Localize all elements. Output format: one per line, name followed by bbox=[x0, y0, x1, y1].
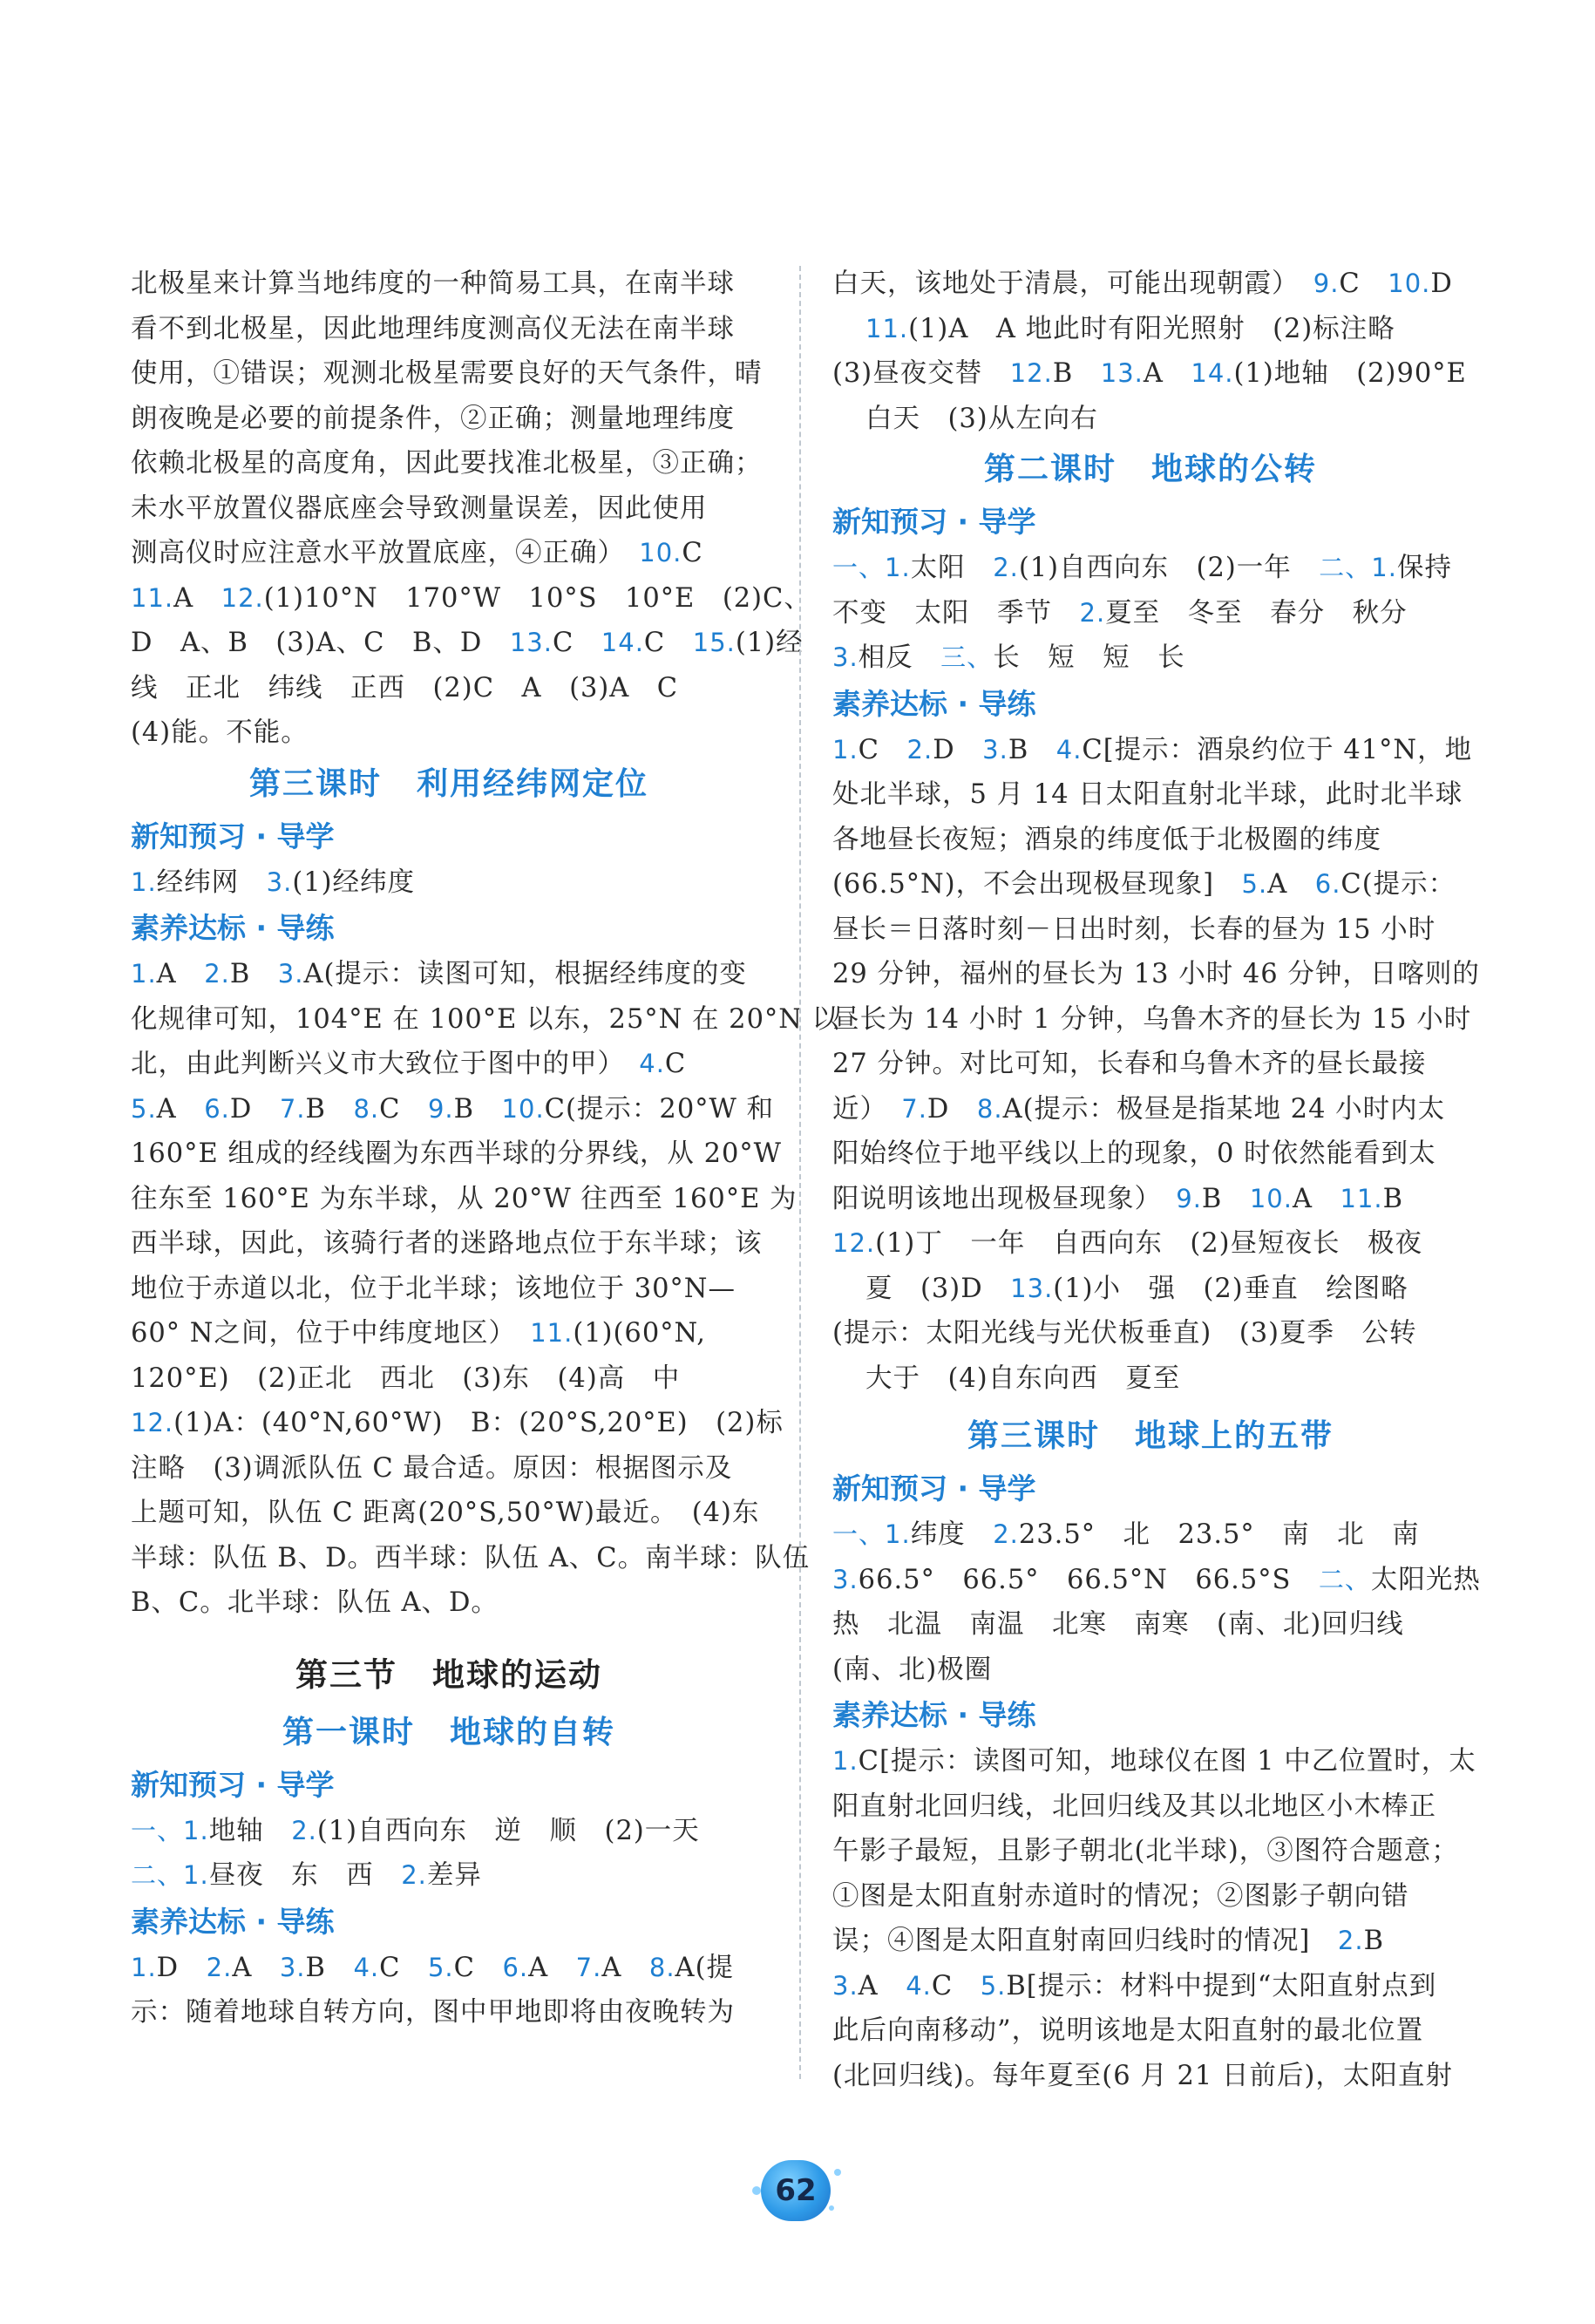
text-line: 夏 (3)D 13.(1)小 强 (2)垂直 绘图略 bbox=[865, 1273, 1408, 1304]
page-number: 62 bbox=[775, 2173, 817, 2208]
text-line bbox=[131, 621, 804, 666]
question-number: 一、 bbox=[131, 1815, 184, 1845]
text-line: 看不到北极星，因此地理纬度测高仪无法在南半球 bbox=[131, 313, 735, 344]
answer-text: (1)10°N 170°W 10°S 10°E (2)C、 bbox=[263, 582, 811, 614]
answer-text: 测高仪时应注意水平放置底座，④正确） bbox=[131, 538, 612, 568]
text-line: 半球：队伍 B、D。西半球：队伍 A、C。南半球：队伍 bbox=[131, 1542, 811, 1573]
question-number: 7. bbox=[901, 1093, 927, 1124]
question-number: 3. bbox=[982, 734, 1008, 764]
text-line: 白天，该地处于清晨，可能出现朝霞） 9.C 10.D bbox=[832, 268, 1453, 299]
question-number: 2. bbox=[1337, 1926, 1364, 1955]
text-line: 注略 (3)调派队伍 C 最合适。原因：根据图示及 bbox=[131, 1452, 733, 1484]
question-number: 9. bbox=[1313, 268, 1340, 298]
sub-heading: 素养达标 · 导练 bbox=[832, 686, 1036, 721]
page-number-badge bbox=[761, 2160, 831, 2221]
question-number: 10. bbox=[1388, 268, 1431, 298]
question-number: 11. bbox=[131, 582, 174, 613]
sub-heading: 新知预习 · 导学 bbox=[832, 1471, 1036, 1505]
lesson-title: 第一课时 地球的自转 bbox=[282, 1714, 616, 1750]
question-number: 2. bbox=[1079, 597, 1106, 628]
question-number: 一、 bbox=[832, 1519, 886, 1549]
question-number: 二、 bbox=[131, 1860, 184, 1890]
text-line: 示：随着地球自转方向，图中甲地即将由夜晚转为 bbox=[131, 1997, 735, 2028]
text-line: 朗夜晚是必要的前提条件，②正确；测量地理纬度 bbox=[131, 403, 735, 434]
question-number: 1. bbox=[832, 1746, 859, 1776]
question-number: 1. bbox=[885, 1519, 911, 1549]
text-line: 3.相反 三、长 短 短 长 bbox=[832, 642, 1185, 673]
text-line: 5.A 6.D 7.B 8.C 9.B 10.C(提示：20°W 和 bbox=[131, 1093, 775, 1125]
question-number: 2. bbox=[906, 734, 933, 764]
text-line: 阳直射北回归线，北回归线及其以北地区小木棒正 bbox=[832, 1791, 1436, 1822]
answer-text: C bbox=[552, 628, 574, 658]
sub-heading: 素养达标 · 导练 bbox=[131, 1904, 335, 1939]
bubble-dot-icon bbox=[752, 2186, 761, 2195]
text-line: 线 正北 纬线 正西 (2)C A (3)A C bbox=[131, 672, 679, 703]
lesson-title: 第三课时 利用经纬网定位 bbox=[248, 765, 649, 802]
sub-heading: 素养达标 · 导练 bbox=[131, 911, 335, 945]
text-line: 3.A 4.C 5.B[提示：材料中提到“太阳直射点到 bbox=[832, 1970, 1437, 2001]
question-number: 13. bbox=[1010, 1273, 1054, 1303]
text-line: ①图是太阳直射赤道时的情况；②图影子朝向错 bbox=[832, 1880, 1409, 1912]
text-line: 二、1.昼夜 东 西 2.差异 bbox=[131, 1860, 482, 1891]
answer-text: A bbox=[173, 582, 194, 614]
text-line: 一、1.纬度 2.23.5° 北 23.5° 南 北 南 bbox=[832, 1519, 1420, 1550]
lesson-title: 第二课时 地球的公转 bbox=[983, 452, 1318, 487]
question-number: 10. bbox=[1249, 1183, 1293, 1213]
question-number: 8. bbox=[648, 1952, 675, 1982]
question-number: 4. bbox=[906, 1970, 932, 2001]
text-line: 西半球，因此，该骑行者的迷路地点位于东半球；该 bbox=[131, 1228, 763, 1259]
question-number: 6. bbox=[502, 1952, 529, 1982]
question-number: 1. bbox=[885, 553, 911, 582]
question-number: 3. bbox=[277, 959, 304, 989]
answer-text: (1)经 bbox=[735, 628, 804, 658]
text-line: 12.(1)丁 一年 自西向东 (2)昼短夜长 极夜 bbox=[832, 1228, 1423, 1259]
text-line: (南、北)极圈 bbox=[832, 1654, 993, 1685]
text-line: 1.C[提示：读图可知，地球仪在图 1 中乙位置时，太 bbox=[832, 1746, 1476, 1777]
question-number: 二、 bbox=[1318, 1564, 1371, 1594]
text-line: 1.D 2.A 3.B 4.C 5.C 6.A 7.A 8.A(提 bbox=[131, 1952, 734, 1983]
question-number: 4. bbox=[353, 1952, 380, 1982]
text-line: 处北半球，5 月 14 日太阳直射北半球，此时北半球 bbox=[832, 779, 1463, 810]
question-number: 8. bbox=[353, 1093, 380, 1124]
question-number: 12. bbox=[1009, 358, 1053, 388]
question-number: 7. bbox=[279, 1093, 306, 1124]
text-line: 阳始终位于地平线以上的现象，0 时依然能看到太 bbox=[832, 1138, 1436, 1169]
text-line bbox=[131, 531, 767, 576]
question-number: 11. bbox=[865, 313, 909, 343]
answer-text: C bbox=[682, 538, 703, 568]
text-line: 误；④图是太阳直射南回归线时的情况] 2.B bbox=[832, 1926, 1384, 1956]
text-line: 120°E) (2)正北 西北 (3)东 (4)高 中 bbox=[131, 1362, 681, 1394]
question-number: 12. bbox=[221, 582, 264, 613]
text-line: 北极星来计算当地纬度的一种简易工具，在南半球 bbox=[131, 268, 735, 299]
text-line: 昼长＝日落时刻－日出时刻，长春的昼为 15 小时 bbox=[832, 914, 1436, 945]
text-line: 一、1.地轴 2.(1)自西向东 逆 顺 (2)一天 bbox=[131, 1815, 700, 1846]
question-number: 3. bbox=[832, 1970, 859, 2001]
text-line: 3.66.5° 66.5° 66.5°N 66.5°S 二、太阳光热 bbox=[832, 1564, 1481, 1595]
question-number: 1. bbox=[131, 959, 157, 989]
sub-heading: 新知预习 · 导学 bbox=[131, 1767, 335, 1802]
text-line: 依赖北极星的高度角，因此要找准北极星，③正确； bbox=[131, 448, 763, 479]
text-line: 白天 (3)从左向右 bbox=[865, 403, 1098, 434]
text-line: 29 分钟，福州的昼长为 13 小时 46 分钟，日喀则的 bbox=[832, 959, 1480, 989]
question-number: 一、 bbox=[832, 553, 886, 582]
question-number: 3. bbox=[279, 1952, 306, 1982]
question-number: 12. bbox=[832, 1228, 876, 1258]
question-number: 11. bbox=[530, 1318, 574, 1348]
question-number: 1. bbox=[131, 1952, 157, 1982]
question-number: 2. bbox=[993, 1519, 1019, 1549]
text-line: 60° N之间，位于中纬度地区） 11.(1)(60°N, bbox=[131, 1318, 706, 1349]
question-number: 4. bbox=[639, 1049, 665, 1078]
lesson-title: 第三课时 地球上的五带 bbox=[967, 1418, 1334, 1454]
text-line: 1.A 2.B 3.A(提示：读图可知，根据经纬度的变 bbox=[131, 959, 747, 989]
section-title: 第三节 地球的运动 bbox=[295, 1655, 602, 1694]
question-number: 13. bbox=[509, 628, 553, 657]
question-number: 14. bbox=[601, 628, 644, 657]
sub-heading: 素养达标 · 导练 bbox=[832, 1698, 1036, 1732]
text-line: (66.5°N)，不会出现极昼现象] 5.A 6.C(提示： bbox=[832, 869, 1456, 900]
question-number: 10. bbox=[639, 538, 682, 567]
question-number: 2. bbox=[204, 959, 230, 989]
text-line: (3)昼夜交替 12.B 13.A 14.(1)地轴 (2)90°E bbox=[832, 358, 1467, 389]
question-number: 10. bbox=[501, 1093, 545, 1124]
bubble-dot-icon bbox=[834, 2169, 841, 2176]
question-number: 6. bbox=[1314, 869, 1341, 899]
question-number: 9. bbox=[1176, 1183, 1202, 1213]
text-line: 27 分钟。对比可知，长春和乌鲁木齐的昼长最接 bbox=[832, 1049, 1427, 1079]
question-number: 7. bbox=[575, 1952, 602, 1982]
question-number: 三、 bbox=[940, 642, 994, 672]
text-line: 不变 太阳 季节 2.夏至 冬至 春分 秋分 bbox=[832, 597, 1408, 629]
question-number: 9. bbox=[427, 1093, 454, 1124]
question-number: 1. bbox=[832, 734, 859, 764]
question-number: 2. bbox=[206, 1952, 233, 1982]
question-number: 5. bbox=[131, 1093, 157, 1124]
question-number: 3. bbox=[266, 866, 293, 897]
text-line: 未水平放置仪器底座会导致测量误差，因此使用 bbox=[131, 493, 708, 524]
sub-heading: 新知预习 · 导学 bbox=[131, 819, 335, 853]
question-number: 13. bbox=[1100, 358, 1144, 388]
text-line: 昼长为 14 小时 1 分钟，乌鲁木齐的昼长为 15 小时 bbox=[832, 1003, 1472, 1035]
text-line: 热 北温 南温 北寒 南寒 (南、北)回归线 bbox=[832, 1609, 1404, 1640]
text-line: 一、1.太阳 2.(1)自西向东 (2)一年 二、1.保持 bbox=[832, 553, 1452, 583]
question-number: 1. bbox=[183, 1860, 209, 1890]
question-number: 15. bbox=[692, 628, 736, 657]
question-number: 5. bbox=[427, 1952, 454, 1982]
text-line: 化规律可知，104°E 在 100°E 以东，25°N 在 20°N 以 bbox=[131, 1003, 840, 1035]
question-number: 5. bbox=[980, 1970, 1007, 2001]
text-line: 11.(1)A A 地此时有阳光照射 (2)标注略 bbox=[865, 313, 1395, 344]
right-column bbox=[832, 262, 1481, 2098]
question-number: 2. bbox=[401, 1860, 427, 1890]
sub-heading: 新知预习 · 导学 bbox=[832, 505, 1036, 539]
question-number: 3. bbox=[832, 1564, 859, 1594]
question-number: 1. bbox=[1371, 553, 1397, 582]
text-line: (提示：太阳光线与光伏板垂直) (3)夏季 公转 bbox=[832, 1318, 1417, 1349]
question-number: 12. bbox=[131, 1408, 174, 1437]
question-number: 5. bbox=[1241, 869, 1268, 899]
question-number: 6. bbox=[204, 1093, 230, 1124]
question-number: 2. bbox=[993, 553, 1019, 582]
text-line: 北，由此判断兴义市大致位于图中的甲） 4.C bbox=[131, 1049, 687, 1079]
text-line: 各地昼长夜短；酒泉的纬度低于北极圈的纬度 bbox=[832, 824, 1381, 855]
question-number: 1. bbox=[131, 866, 157, 897]
text-line: 1.C 2.D 3.B 4.C[提示：酒泉约位于 41°N，地 bbox=[832, 734, 1473, 765]
question-number: 二、 bbox=[1319, 553, 1372, 582]
text-line: 大于 (4)自东向西 夏至 bbox=[865, 1362, 1181, 1394]
text-line: 12.(1)A：(40°N,60°W) B：(20°S,20°E) (2)标 bbox=[131, 1408, 784, 1438]
text-line: 地位于赤道以北，位于北半球；该地位于 30°N— bbox=[131, 1273, 736, 1304]
text-line: B、C。北半球：队伍 A、D。 bbox=[131, 1587, 499, 1618]
left-column bbox=[131, 262, 840, 2035]
question-number: 4. bbox=[1055, 734, 1083, 764]
text-line: 160°E 组成的经线圈为东西半球的分界线，从 20°W bbox=[131, 1138, 783, 1169]
answer-text: C bbox=[643, 628, 666, 658]
column-divider bbox=[799, 266, 801, 2079]
text-line bbox=[131, 576, 811, 622]
text-line: 往东至 160°E 为东半球，从 20°W 往西至 160°E 为 bbox=[131, 1183, 798, 1214]
text-line: 午影子最短，且影子朝北(北半球)，③图符合题意； bbox=[832, 1836, 1459, 1866]
question-number: 3. bbox=[832, 642, 859, 672]
answer-text: D A、B (3)A、C B、D bbox=[131, 628, 483, 658]
question-number: 14. bbox=[1191, 358, 1234, 388]
text-line: 上题可知，队伍 C 距离(20°S,50°W)最近。 (4)东 bbox=[131, 1498, 760, 1528]
text-line: 1.经纬网 3.(1)经纬度 bbox=[131, 866, 416, 898]
text-line: (北回归线)。每年夏至(6 月 21 日前后)，太阳直射 bbox=[832, 2060, 1453, 2091]
text-line: (4)能。不能。 bbox=[131, 717, 309, 748]
text-line: 此后向南移动”，说明该地是太阳直射的最北位置 bbox=[832, 2015, 1424, 2046]
question-number: 1. bbox=[183, 1815, 209, 1845]
text-line: 近） 7.D 8.A(提示：极昼是指某地 24 小时内太 bbox=[832, 1093, 1446, 1125]
text-line: 使用，①错误；观测北极星需要良好的天气条件，晴 bbox=[131, 358, 763, 389]
text-line: 阳说明该地出现极昼现象） 9.B 10.A 11.B bbox=[832, 1183, 1404, 1214]
question-number: 2. bbox=[291, 1815, 317, 1845]
question-number: 8. bbox=[976, 1093, 1003, 1124]
question-number: 11. bbox=[1340, 1183, 1383, 1213]
